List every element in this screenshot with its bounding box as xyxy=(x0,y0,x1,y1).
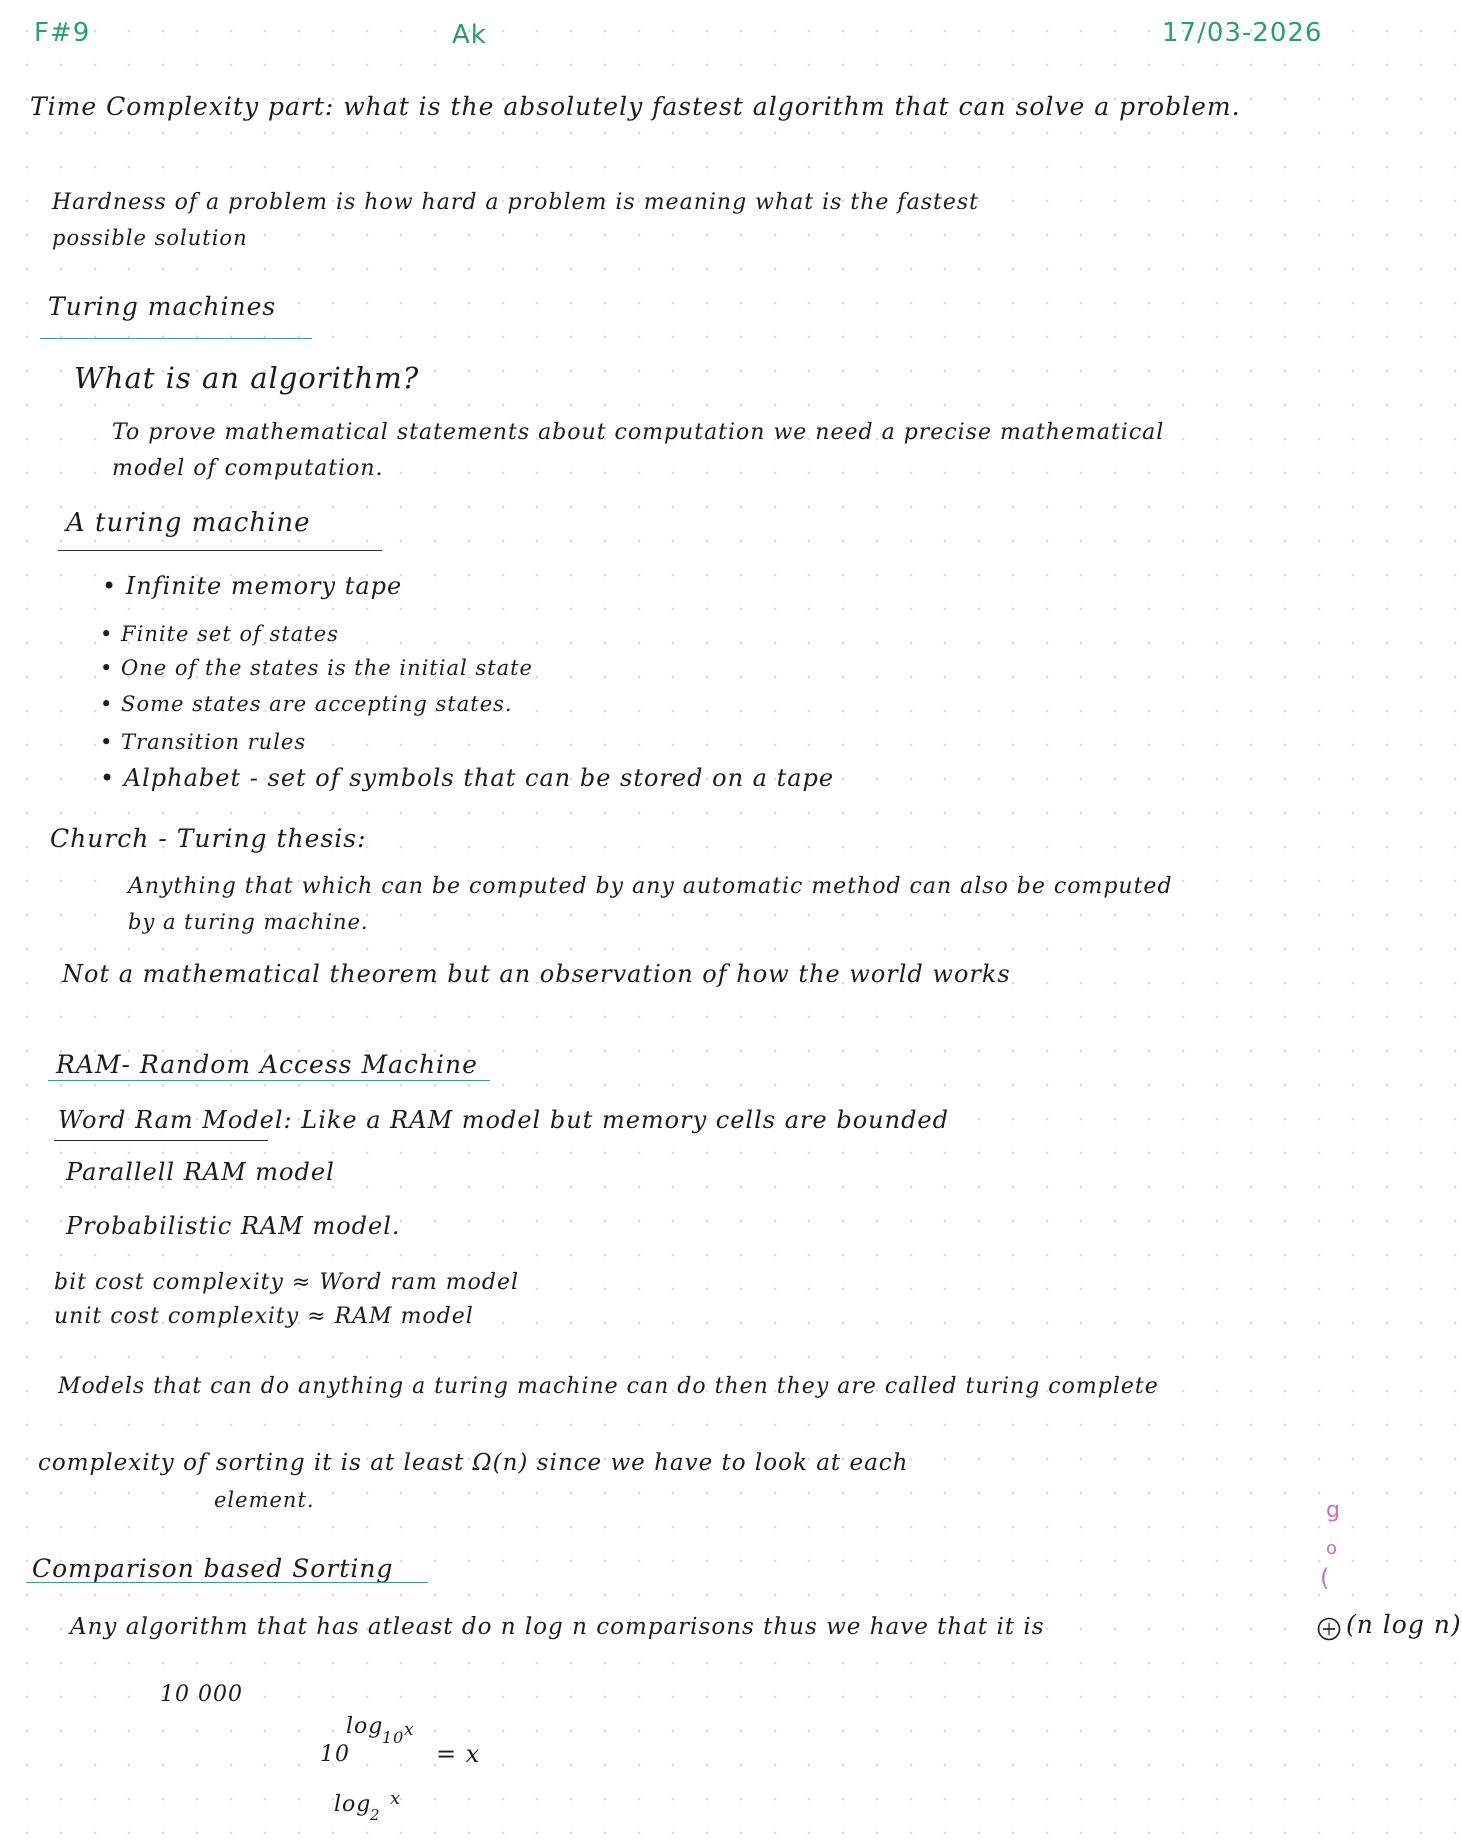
thesis-line-1: Anything that which can be computed by any automatic method can also be computed xyxy=(128,874,1173,899)
log2-var: x xyxy=(390,1788,402,1809)
intro-line: Time Complexity part: what is the absolutely fastest algorithm that can solve a problem. xyxy=(30,92,1241,121)
bullet-finite-states: • Finite set of states xyxy=(100,622,339,646)
bit-cost-line: bit cost complexity ≈ Word ram model xyxy=(54,1270,520,1295)
log2-sub: 2 xyxy=(370,1806,381,1824)
thesis-line-2: by a turing machine. xyxy=(128,910,369,934)
heading-comparison-sorting: Comparison based Sorting xyxy=(32,1554,394,1583)
margin-mark-g: g xyxy=(1326,1498,1341,1523)
unit-cost-line: unit cost complexity ≈ RAM model xyxy=(54,1304,474,1329)
math-exponent-var: x xyxy=(404,1720,415,1740)
heading-a-turing-machine: A turing machine xyxy=(66,508,311,538)
underline-ram xyxy=(48,1080,490,1081)
probabilistic-ram-line: Probabilistic RAM model. xyxy=(66,1212,401,1240)
underline-word-ram xyxy=(54,1140,268,1141)
bullet-infinite-tape: • Infinite memory tape xyxy=(102,572,403,600)
prove-line-2: model of computation. xyxy=(112,456,384,481)
author-initials: Ak xyxy=(452,20,487,50)
number-10000: 10 000 xyxy=(160,1682,243,1707)
not-theorem-line: Not a mathematical theorem but an observation of how the world works xyxy=(62,960,1011,988)
bullet-transition-rules: • Transition rules xyxy=(100,730,307,754)
note-date: 17/03-2026 xyxy=(1162,18,1323,48)
sorting-complexity-line-1: complexity of sorting it is at least Ω(n) since we have to look at each xyxy=(38,1450,909,1476)
log2-log: log xyxy=(334,1792,372,1817)
question-algorithm: What is an algorithm? xyxy=(74,361,420,395)
math-rhs: = x xyxy=(436,1740,481,1768)
hardness-line-1: Hardness of a problem is how hard a problem is meaning what is the fastest xyxy=(52,190,979,215)
math-exponent-sub: 10 xyxy=(382,1728,405,1747)
margin-mark-paren: ( xyxy=(1320,1564,1331,1592)
word-ram-line: Word Ram Model: Like a RAM model but memory cells are bounded xyxy=(58,1106,949,1134)
bullet-initial-state: • One of the states is the initial state xyxy=(100,656,533,680)
turing-complete-line: Models that can do anything a turing machine can do then they are called turing complete xyxy=(58,1374,1159,1399)
theta-circle-icon xyxy=(1316,1616,1342,1642)
bullet-alphabet: • Alphabet - set of symbols that can be stored on a tape xyxy=(100,764,835,792)
theta-argument: (n log n) xyxy=(1346,1610,1462,1639)
underline-turing-machines xyxy=(40,338,312,339)
heading-ram: RAM- Random Access Machine xyxy=(56,1050,478,1079)
note-id: F#9 xyxy=(34,18,91,48)
underline-a-turing-machine xyxy=(58,550,382,551)
bullet-accepting-states: • Some states are accepting states. xyxy=(100,692,513,716)
margin-mark-o: o xyxy=(1326,1538,1339,1559)
math-exponent-log: log xyxy=(346,1714,384,1739)
comparison-line: Any algorithm that has atleast do n log n comparisons thus we have that it is xyxy=(70,1614,1045,1640)
heading-church-turing: Church - Turing thesis: xyxy=(50,824,367,853)
math-base: 10 xyxy=(320,1742,350,1767)
sorting-complexity-line-2: element. xyxy=(214,1488,315,1512)
heading-turing-machines: Turing machines xyxy=(48,292,277,321)
prove-line-1: To prove mathematical statements about computation we need a precise mathematical xyxy=(112,420,1165,445)
underline-comparison-sorting xyxy=(26,1582,428,1583)
hardness-line-2: possible solution xyxy=(52,226,248,250)
parallel-ram-line: Parallell RAM model xyxy=(66,1158,335,1186)
